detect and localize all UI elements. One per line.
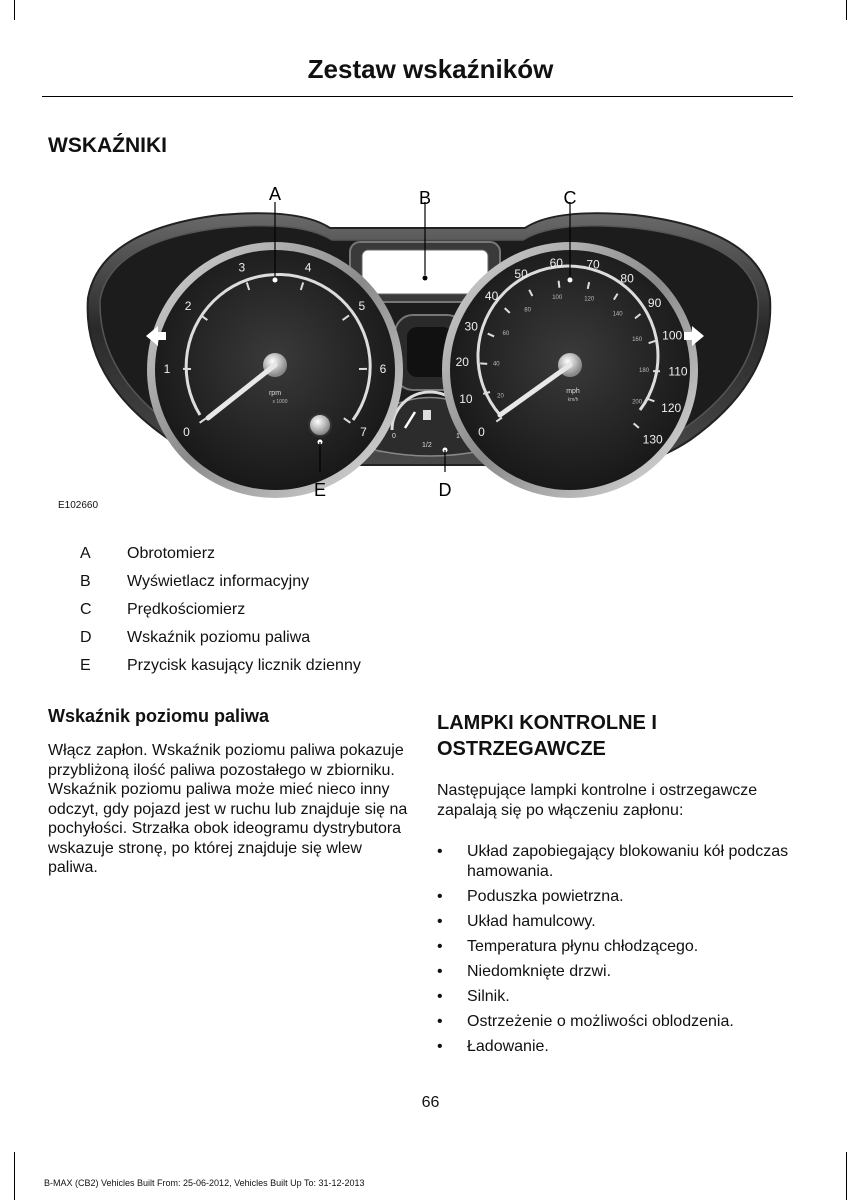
crop-mark-top-right [846,0,847,20]
callout-a: A [268,184,282,204]
list-item [437,1012,797,1032]
speedometer-tick-label: 120 [661,400,682,415]
speedometer-tick-label: 30 [464,319,478,334]
figure-id: E102660 [58,500,99,511]
legend-label: Wskaźnik poziomu paliwa [127,629,311,646]
instrument-cluster-figure [70,180,790,510]
warning-lamps-heading: LAMPKI KONTROLNE I OSTRZEGAWCZE [437,712,657,760]
tachometer-tick-label: 6 [379,361,387,376]
bullet-icon: • [437,937,443,955]
bullet-icon: • [437,1012,443,1030]
page-footer: B-MAX (CB2) Vehicles Built From: 25-06-2012, Vehicles Built Up To: 31-12-2013 [44,1178,365,1188]
page-title: Zestaw wskaźników [307,54,554,84]
fuel-pump-icon [423,410,431,420]
fuel-half-label: 1/2 [422,442,432,449]
callout-c-dot [568,278,573,283]
list-item-text: Ładowanie. [467,1037,549,1055]
legend-item [80,596,361,624]
speedometer-kmh-tick-label: 60 [502,331,510,338]
tachometer-multiplier: x 1000 [272,399,288,405]
speedometer-tick-label: 100 [662,328,683,343]
list-item-text: Temperatura płynu chłodzącego. [467,937,699,955]
list-item-text: Silnik. [467,987,510,1005]
list-item [437,842,797,881]
speedometer-tick-label: 20 [455,355,469,370]
bullet-icon: • [437,887,443,905]
speedometer [442,242,698,498]
speedometer-kmh-tick-label: 20 [497,393,504,400]
speedometer-unit: mph [566,388,580,395]
list-item-text: Układ zapobiegający blokowaniu kół podczas hamowania. [467,843,789,880]
speedometer-kmh-tick-label: 140 [612,311,623,318]
bullet-icon: • [437,962,443,980]
fuel-gauge-heading: Wskaźnik poziomu paliwa [48,706,270,726]
speedometer-tick-mark [559,281,560,288]
callout-a-dot [273,278,278,283]
legend-label: Przycisk kasujący licznik dzienny [127,657,361,674]
callout-e: E [313,480,327,500]
legend-key: E [80,657,91,674]
tachometer [147,242,403,498]
callout-b: B [418,188,432,208]
bullet-icon: • [437,1037,443,1055]
callout-b-dot [423,276,428,281]
crop-mark-bottom-right [846,1152,847,1200]
legend-key: C [80,601,92,618]
list-item [437,937,797,957]
list-item-text: Niedomknięte drzwi. [467,962,612,980]
speedometer-tick-label: 60 [549,256,563,271]
legend-item [80,540,361,568]
speedometer-tick-label: 10 [459,391,473,406]
list-item [437,987,797,1007]
bullet-icon: • [437,843,443,860]
speedometer-kmh-tick-label: 200 [632,399,643,406]
list-item [437,962,797,982]
speedometer-tick-label: 130 [642,432,663,447]
legend-key: A [80,545,91,562]
tachometer-tick-label: 3 [238,260,246,275]
legend-label: Prędkościomierz [127,601,246,618]
speedometer-kmh-tick-label: 180 [638,368,650,375]
speedometer-tick-label: 90 [647,296,662,310]
crop-mark-bottom-left [14,1152,15,1200]
speedometer-tick-label: 40 [484,288,499,303]
speedometer-kmh-tick-label: 40 [492,361,500,368]
callout-c: C [563,188,577,208]
speedometer-kmh-tick-label: 160 [632,336,643,343]
list-item [437,912,797,932]
legend-label: Obrotomierz [127,545,216,562]
title-divider [42,96,793,97]
speedometer-sub-unit: km/h [567,397,579,403]
legend-label: Wyświetlacz informacyjny [127,573,310,590]
speedometer-kmh-tick-label: 80 [524,307,531,314]
list-item-text: Ostrzeżenie o możliwości oblodzenia. [467,1012,734,1030]
fuel-empty-label: 0 [392,433,396,440]
crop-mark-top-left [14,0,15,20]
tachometer-tick-label: 4 [304,260,312,275]
tachometer-unit: rpm [268,390,282,397]
trip-reset-button[interactable] [309,414,331,436]
speedometer-kmh-tick-label: 100 [552,295,563,302]
tachometer-tick-label: 5 [358,299,366,314]
speedometer-tick-label: 110 [668,364,688,379]
legend-item [80,568,361,596]
legend-item [80,624,361,652]
bullet-icon: • [437,912,443,930]
warning-lamps-list [437,842,797,1062]
legend-key: B [80,573,91,590]
tachometer-tick-label: 1 [163,361,171,376]
section-heading: WSKAŹNIKI [48,134,167,157]
speedometer-kmh-tick-label: 120 [584,296,595,303]
speedometer-tick-label: 70 [586,257,600,272]
fuel-gauge-paragraph: Włącz zapłon. Wskaźnik poziomu paliwa pokazuje przybliżoną ilość paliwa pozostałego w zbiorniku. Wskaźnik poziomu paliwa może mieć nieco inny odczyt, gdy pojazd jest w ruchu lub znajduje się na pochyłości. Strzałka obok ideogramu dystrybutora wskazuje stronę, po której znajduje się wlew paliwa. [48,742,408,876]
speedometer-tick-mark [480,363,487,364]
page-number: 66 [421,1094,440,1111]
figure-legend [80,540,361,680]
speedometer-tick-label: 50 [514,266,528,281]
tachometer-tick-label: 7 [360,425,367,440]
list-item [437,1037,797,1057]
fuel-full-label: 1 [456,433,460,440]
tachometer-tick-label: 0 [183,425,190,440]
speedometer-tick-label: 0 [478,425,485,440]
list-item-text: Poduszka powietrzna. [467,887,624,905]
legend-item [80,652,361,680]
tachometer-tick-label: 2 [184,299,192,314]
legend-key: D [80,629,92,646]
callout-d: D [438,480,452,500]
list-item [437,887,797,907]
list-item-text: Układ hamulcowy. [467,912,596,930]
warning-lamps-intro: Następujące lampki kontrolne i ostrzegawcze zapalają się po włączeniu zapłonu: [437,782,758,819]
speedometer-tick-label: 80 [620,271,634,286]
bullet-icon: • [437,987,443,1005]
